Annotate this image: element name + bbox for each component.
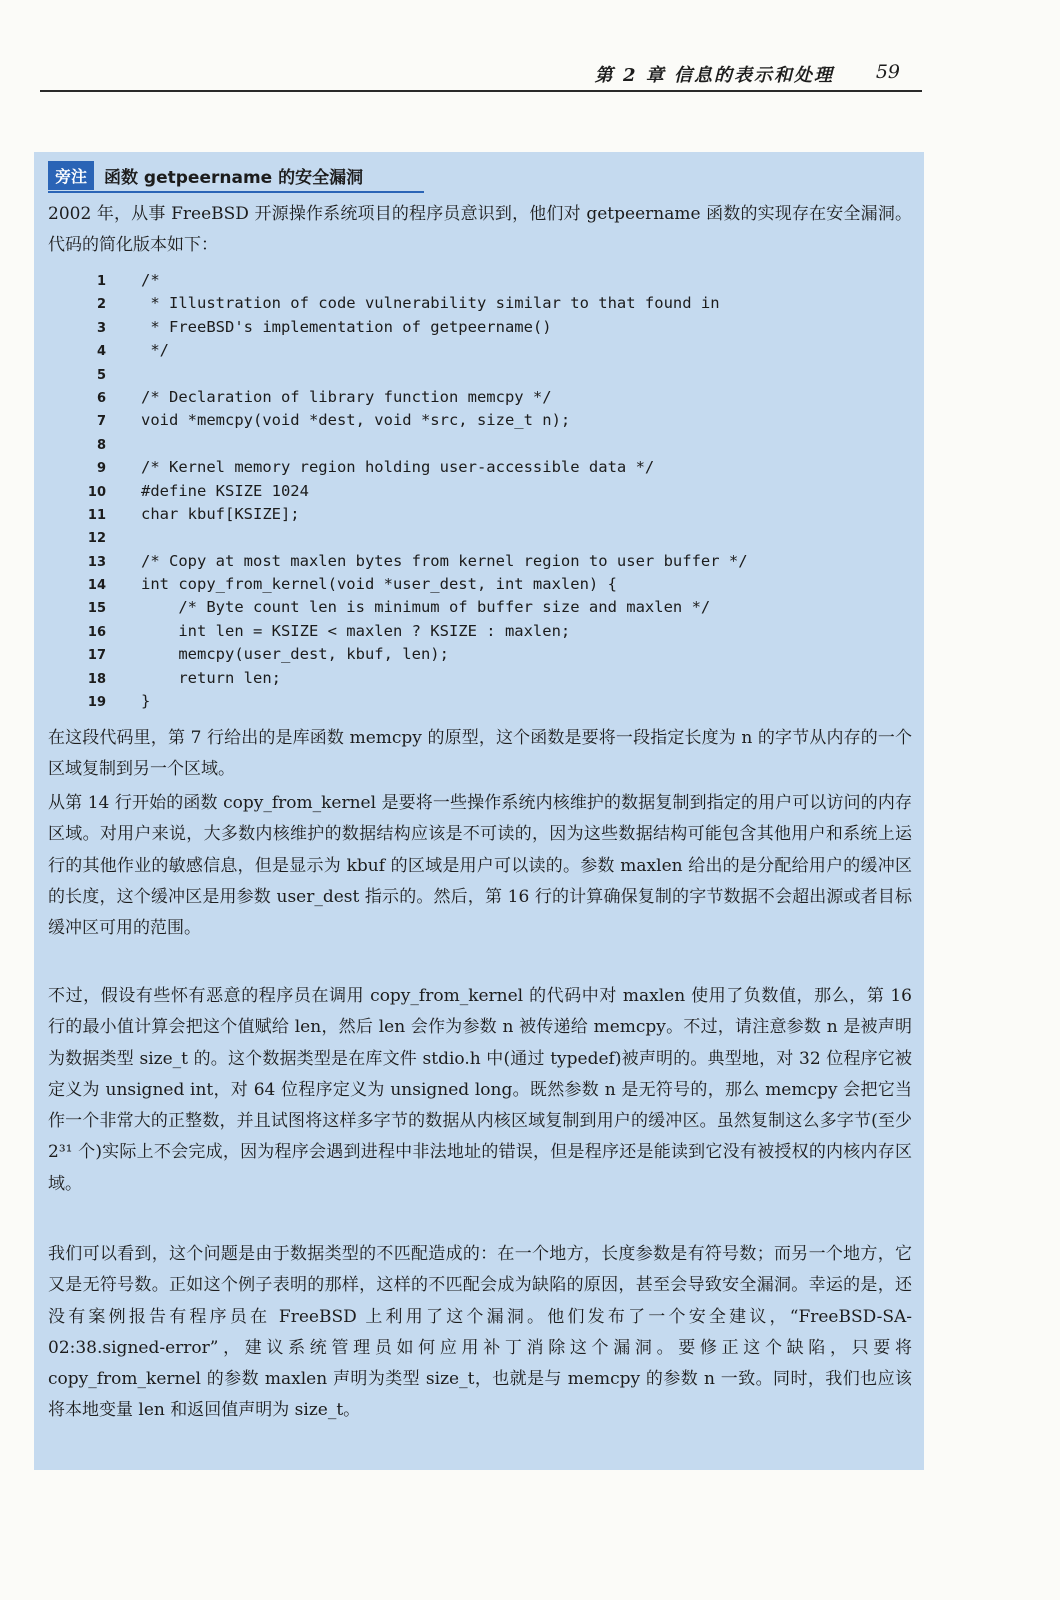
line-number: 15 bbox=[87, 601, 106, 617]
code-listing bbox=[54, 269, 914, 713]
line-number: 8 bbox=[96, 437, 106, 453]
line-number: 11 bbox=[87, 507, 106, 523]
code-text: */ bbox=[141, 341, 169, 360]
code-text: /* Copy at most maxlen bytes from kernel region to user buffer */ bbox=[141, 551, 748, 570]
code-text: int len = KSIZE < maxlen ? KSIZE : maxlen; bbox=[141, 621, 571, 640]
body-paragraph: 不过，假设有些怀有恶意的程序员在调用 copy_from_kernel 的代码中对 maxlen 使用了负数值，那么，第 16 行的最小值计算会把这个值赋给 len，然后 len 会作为参数 n 被传递给 memcpy。不过，请注意参数 n 是被声明为数据类型 size_t 的。这个数据类型是在库文件 stdio.h 中(通过 typedef)被声明的。典型地，对 32 位程序它被定义为 unsigned int，对 64 位程序定义为 unsigned long。既然参数 n 是无符号的，那么 memcpy 会把它当作一个非常大的正整数，并且试图将这样多字节的数据从内核区域复制到用户的缓冲区。虽然复制这么多字节(至少 2³¹ 个)实际上不会完成，因为程序会遇到进程中非法地址的错误，但是程序还是能读到它没有被授权的内核内存区域。 bbox=[48, 986, 912, 1194]
code-line bbox=[54, 596, 914, 619]
line-number: 14 bbox=[87, 578, 106, 594]
body-paragraph: 从第 14 行开始的函数 copy_from_kernel 是要将一些操作系统内核维护的数据复制到指定的用户可以访问的内存区域。对用户来说，大多数内核维护的数据结构应该是不可读的，因为这些数据结构可能包含其他用户和系统上运行的其他作业的敏感信息，但是显示为 kbuf 的区域是用户可以读的。参数 maxlen 给出的是分配给用户的缓冲区的长度，这个缓冲区是用参数 user_dest 指示的。然后，第 16 行的计算确保复制的字节数据不会超出源或者目标缓冲区可用的范围。 bbox=[48, 793, 912, 939]
intro-paragraph: 2002 年，从事 FreeBSD 开源操作系统项目的程序员意识到，他们对 getpeername 函数的实现存在安全漏洞。代码的简化版本如下： bbox=[48, 204, 912, 256]
line-number: 3 bbox=[96, 320, 106, 336]
code-text: /* bbox=[141, 271, 160, 289]
code-line bbox=[54, 316, 914, 339]
code-text: /* Declaration of library function memcpy */ bbox=[141, 387, 552, 406]
code-line bbox=[54, 643, 914, 666]
code-line bbox=[54, 456, 914, 479]
code-line bbox=[54, 503, 914, 526]
code-line bbox=[54, 386, 914, 409]
line-number: 4 bbox=[96, 344, 106, 360]
aside-heading: 函数 getpeername 的安全漏洞 bbox=[104, 168, 364, 188]
code-line bbox=[54, 409, 914, 432]
line-number: 6 bbox=[96, 390, 106, 406]
page-number: 59 bbox=[875, 61, 900, 83]
code-line bbox=[54, 620, 914, 643]
code-text: return len; bbox=[141, 668, 281, 687]
code-text: #define KSIZE 1024 bbox=[141, 481, 309, 500]
code-text: void *memcpy(void *dest, void *src, size_t n); bbox=[141, 411, 571, 430]
code-line bbox=[54, 690, 914, 713]
line-number: 9 bbox=[96, 461, 106, 477]
code-line bbox=[54, 363, 914, 386]
line-number: 12 bbox=[87, 531, 106, 547]
aside-tag: 旁注 bbox=[48, 161, 94, 190]
code-line bbox=[54, 269, 914, 292]
code-text: * Illustration of code vulnerability similar to that found in bbox=[141, 294, 720, 313]
aside-title-row bbox=[48, 161, 363, 191]
code-text: /* Byte count len is minimum of buffer size and maxlen */ bbox=[141, 598, 711, 617]
line-number: 5 bbox=[96, 367, 106, 383]
code-text: } bbox=[141, 692, 151, 711]
line-number: 13 bbox=[87, 554, 106, 570]
line-number: 10 bbox=[87, 484, 106, 500]
code-line bbox=[54, 480, 914, 503]
code-line bbox=[54, 339, 914, 362]
line-number: 19 bbox=[87, 695, 106, 711]
line-number: 1 bbox=[96, 274, 106, 289]
page-header bbox=[40, 50, 922, 92]
code-text: * FreeBSD's implementation of getpeername() bbox=[141, 317, 552, 336]
body-paragraph: 在这段代码里，第 7 行给出的是库函数 memcpy 的原型，这个函数是要将一段指定长度为 n 的字节从内存的一个区域复制到另一个区域。 bbox=[48, 728, 912, 780]
code-line bbox=[54, 433, 914, 456]
body-paragraph: 我们可以看到，这个问题是由于数据类型的不匹配造成的：在一个地方，长度参数是有符号数；而另一个地方，它又是无符号数。正如这个例子表明的那样，这样的不匹配会成为缺陷的原因，甚至会导致安全漏洞。幸运的是，还没有案例报告有程序员在 FreeBSD 上利用了这个漏洞。他们发布了一个安全建议，“FreeBSD-SA-02:38.signed-error”，建议系统管理员如何应用补丁消除这个漏洞。要修正这个缺陷，只要将 copy_from_kernel 的参数 maxlen 声明为类型 size_t，也就是与 memcpy 的参数 n 一致。同时，我们也应该将本地变量 len 和返回值声明为 size_t。 bbox=[48, 1244, 912, 1421]
code-text: memcpy(user_dest, kbuf, len); bbox=[141, 645, 449, 664]
aside-box bbox=[34, 152, 924, 1470]
line-number: 18 bbox=[87, 671, 106, 687]
chapter-title: 第 2 章 信息的表示和处理 bbox=[594, 65, 834, 86]
title-underline bbox=[48, 191, 424, 193]
code-text: int copy_from_kernel(void *user_dest, int maxlen) { bbox=[141, 575, 617, 594]
code-text: char kbuf[KSIZE]; bbox=[141, 504, 300, 523]
line-number: 17 bbox=[87, 648, 106, 664]
line-number: 16 bbox=[87, 624, 106, 640]
code-line bbox=[54, 550, 914, 573]
line-number: 7 bbox=[96, 414, 106, 430]
code-line bbox=[54, 292, 914, 315]
code-text: /* Kernel memory region holding user-accessible data */ bbox=[141, 458, 655, 477]
line-number: 2 bbox=[96, 297, 106, 313]
code-line bbox=[54, 573, 914, 596]
code-line bbox=[54, 526, 914, 549]
code-line bbox=[54, 667, 914, 690]
